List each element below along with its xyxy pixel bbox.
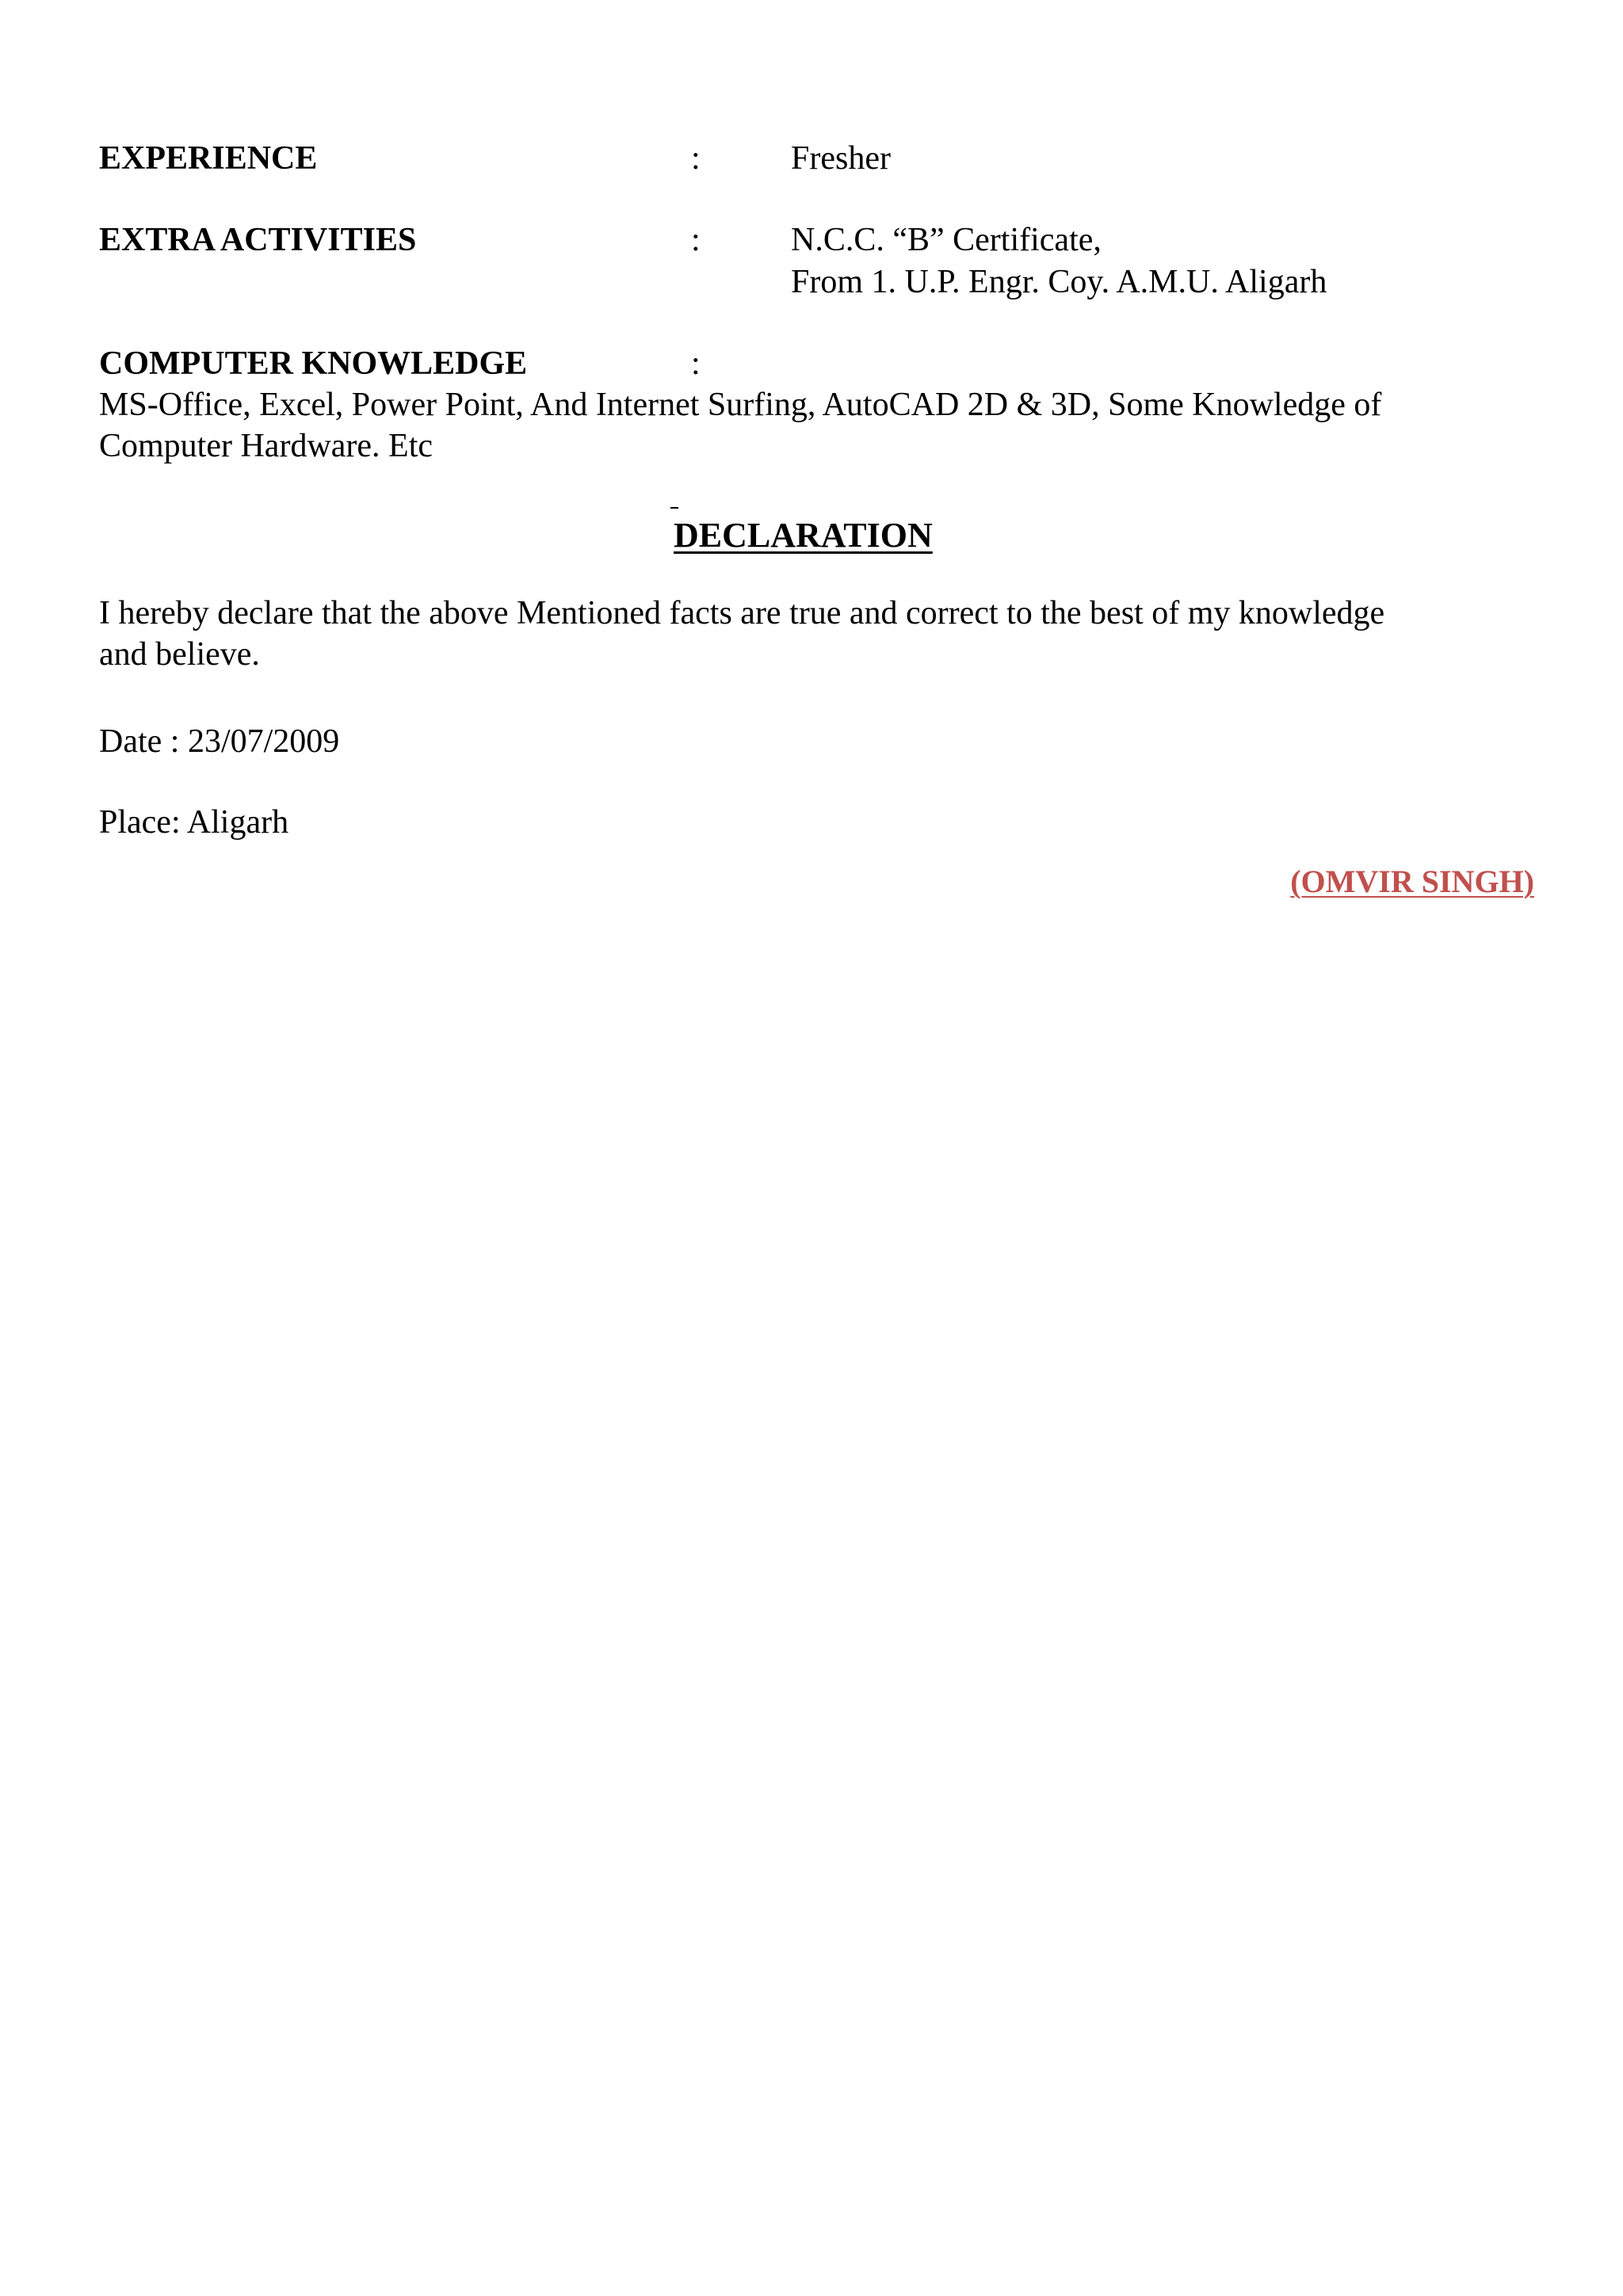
computer-knowledge-label: COMPUTER KNOWLEDGE (99, 345, 528, 382)
date-line: Date : 23/07/2009 (99, 723, 340, 760)
computer-knowledge-line-1: MS-Office, Excel, Power Point, And Internet Surfing, AutoCAD 2D & 3D, Some Knowledge of (99, 387, 1382, 423)
declaration-line-1: I hereby declare that the above Mentioned facts are true and correct to the best of my knowledge (99, 595, 1385, 631)
extra-activities-line-2: From 1. U.P. Engr. Coy. A.M.U. Aligarh (791, 264, 1327, 300)
signature-name: (OMVIR SINGH) (1290, 864, 1534, 899)
extra-activities-label: EXTRA ACTIVITIES (99, 222, 417, 258)
computer-knowledge-colon: : (691, 345, 701, 382)
declaration-heading: DECLARATION (674, 516, 933, 555)
experience-label: EXPERIENCE (99, 140, 318, 177)
place-line: Place: Aligarh (99, 804, 289, 841)
extra-activities-colon: : (691, 222, 701, 258)
computer-knowledge-line-2: Computer Hardware. Etc (99, 428, 433, 464)
tick-mark (670, 507, 678, 509)
experience-value: Fresher (791, 140, 891, 177)
experience-colon: : (691, 140, 701, 177)
declaration-line-2: and believe. (99, 636, 260, 673)
extra-activities-line-1: N.C.C. “B” Certificate, (791, 222, 1102, 258)
